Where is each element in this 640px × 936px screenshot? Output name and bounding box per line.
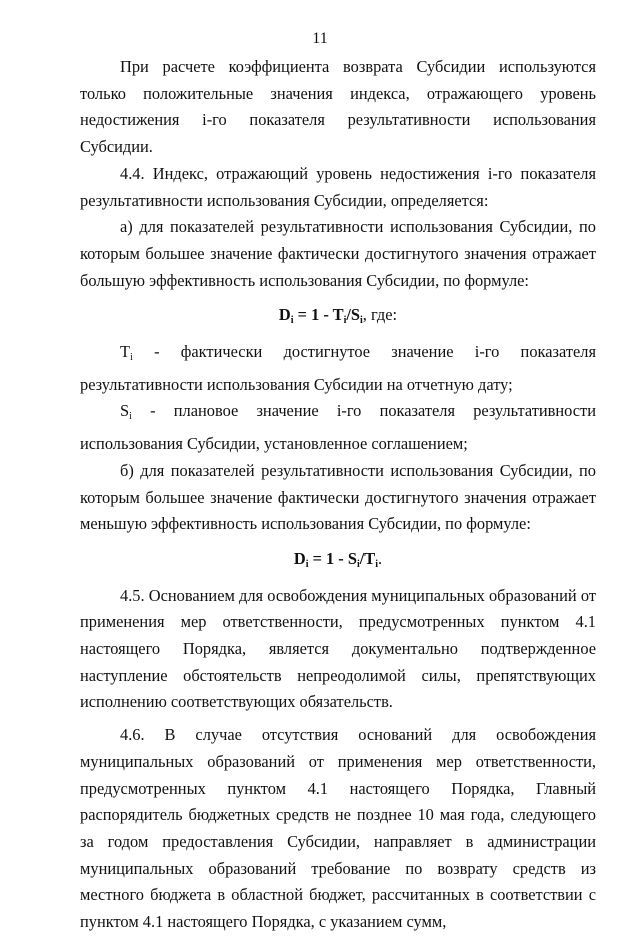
formula-b [80, 538, 596, 583]
document-body [80, 54, 596, 936]
formula-a-lhs-sub: i [290, 315, 294, 327]
formula-a-mid-sub: i [343, 315, 347, 327]
formula-b-lhs: D [293, 548, 306, 568]
formula-a-div: /S [346, 305, 361, 325]
definition-s-symbol: S [120, 401, 130, 421]
formula-b-mid-sub: i [356, 558, 360, 570]
formula-a [80, 294, 596, 339]
formula-a-mid: = 1 - T [293, 305, 344, 325]
formula-b-tail: . [378, 548, 383, 568]
formula-a-tail: , где: [362, 305, 398, 325]
paragraph-4-6: 4.6. В случае отсутствия оснований для освобождения муниципальных образований от применения мер ответственности, предусмотренных пунктом 4.1 настоящего Порядка, Главный распорядитель бюджетных средств не позднее 10 мая года, следующего за годом предоставления Субсидии, направляет в администрации муниципальных образований требование по возврату средств из местного бюджета в областной бюджет, рассчитанных в соответствии с пунктом 4.1 настоящего Порядка, с указанием сумм, [80, 725, 596, 932]
formula-b-lhs-sub: i [305, 558, 309, 570]
formula-b-div: /T [359, 548, 376, 568]
definition-s-text: - плановое значение i-го показателя результативности использования Субсидии, установленное соглашением; [80, 401, 596, 454]
definition-s [80, 398, 596, 457]
formula-b-div-sub: i [375, 558, 379, 570]
formula-a-lhs: D [278, 305, 291, 325]
paragraph-4-4-b: б) для показателей результативности использования Субсидии, по которым большее значение фактически достигнутого значения отражает меньшую эффективность использования Субсидии, по формуле: [80, 460, 596, 534]
definition-t-sub: i [130, 352, 133, 364]
formula-b-mid: = 1 - S [308, 548, 357, 568]
formula-a-div-sub: i [360, 315, 363, 327]
definition-t-text: - фактически достигнутое значение i-го показателя результативности использования Субсидии на отчетную дату; [80, 342, 596, 394]
paragraph-4-4-a: а) для показателей результативности использования Субсидии, по которым большее значение фактически достигнутого значения отражает большую эффективность использования Субсидии, по формуле: [80, 217, 596, 290]
paragraph-4-4: 4.4. Индекс, отражающий уровень недостижения i-го показателя результативности использования Субсидии, определяется: [80, 163, 596, 210]
definition-t [80, 339, 596, 398]
definition-t-symbol: T [120, 342, 131, 362]
definition-s-sub: i [129, 411, 132, 423]
page-number: 11 [312, 30, 328, 47]
paragraph-4-5: 4.5. Основанием для освобождения муниципальных образований от применения мер ответственности, предусмотренных пунктом 4.1 настоящего Порядка, является документально подтвержденное наступление обстоятельств непреодолимой силы, препятствующих исполнению соответствующих обязательств. [80, 585, 596, 712]
paragraph-coefficient-note: При расчете коэффициента возврата Субсидии используются только положительные значения индекса, отражающего уровень недостижения i-го показателя результативности использования Субсидии. [80, 57, 596, 157]
